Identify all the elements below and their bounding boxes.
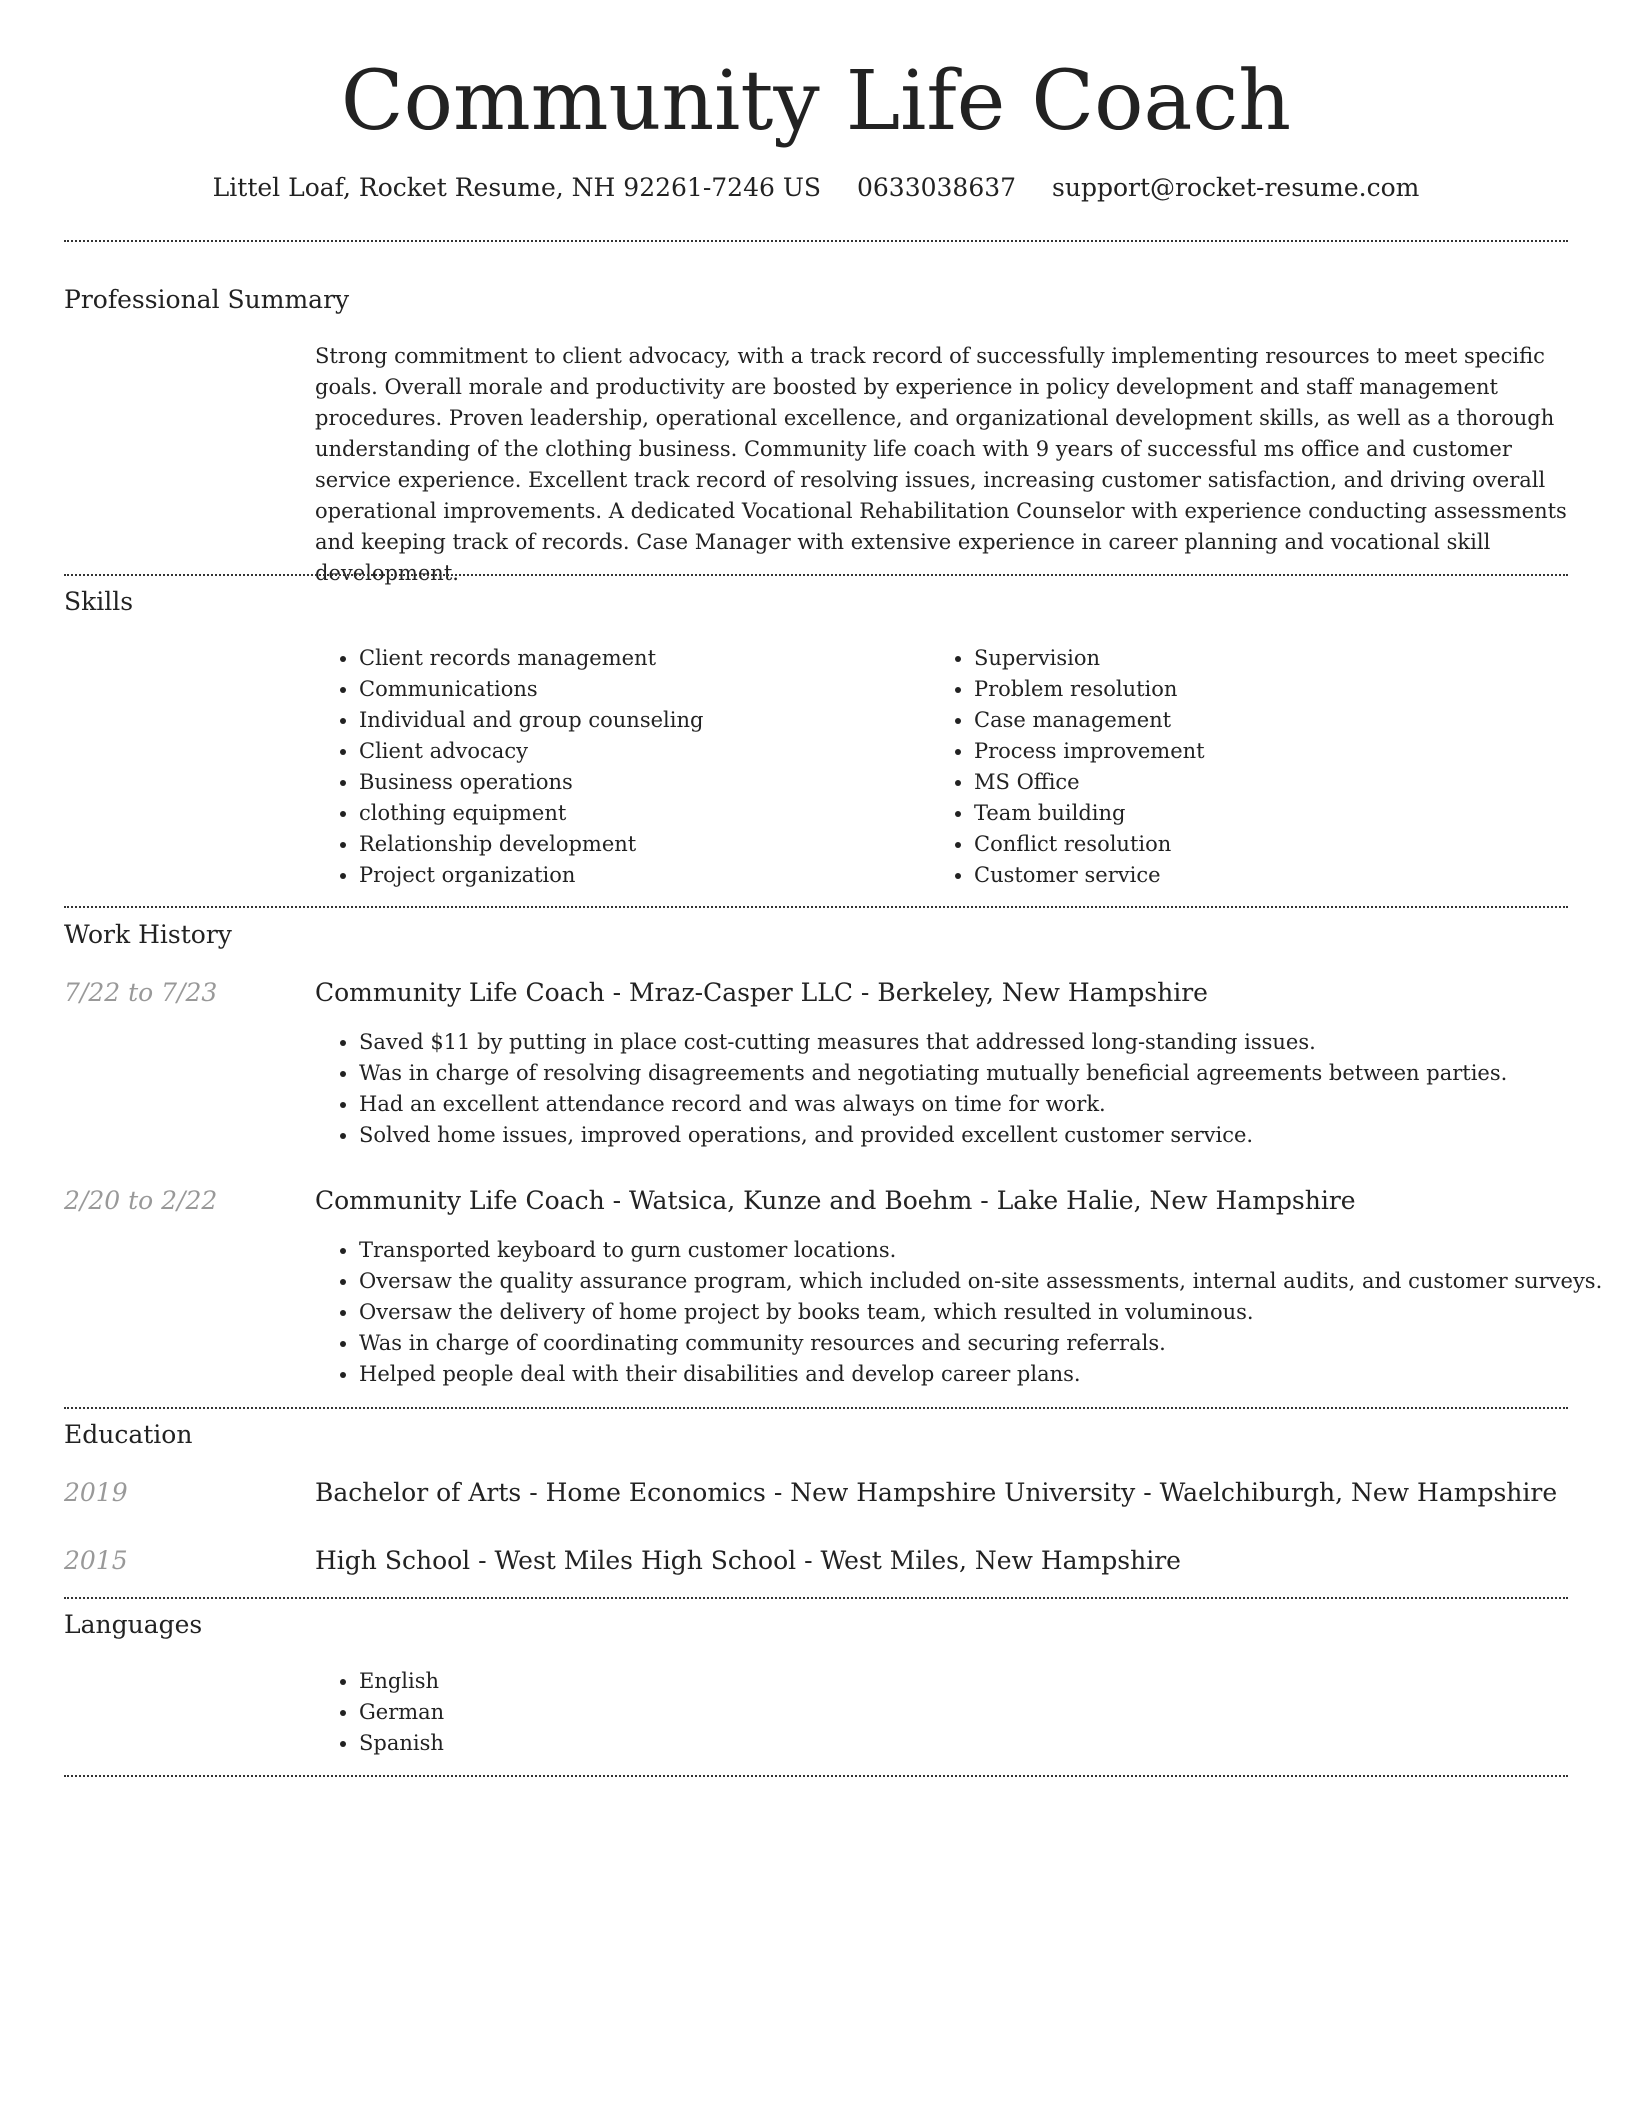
contact-line — [64, 170, 1568, 206]
section-divider — [64, 906, 1568, 908]
skill-item: • Client records management — [359, 643, 703, 674]
skill-item: • Process improvement — [974, 736, 1205, 767]
skills-list-left — [315, 643, 703, 891]
job-bullet: • Was in charge of resolving disagreements and negotiating mutually beneficial agreements between parties. — [359, 1058, 1568, 1089]
languages-block — [315, 1666, 1568, 1759]
job-bullet: • Transported keyboard to gurn customer locations. — [359, 1235, 1568, 1266]
education-heading: High School - West Miles High School - West Miles, New Hampshire — [315, 1546, 1181, 1575]
job-heading: Community Life Coach - Mraz-Casper LLC - Berkeley, New Hampshire — [315, 978, 1208, 1007]
job-bullet: • Solved home issues, improved operations, and provided excellent customer service. — [359, 1120, 1568, 1151]
job-heading: Community Life Coach - Watsica, Kunze and Boehm - Lake Halie, New Hampshire — [315, 1186, 1356, 1215]
skills-block — [315, 643, 1568, 893]
education-year: 2015 — [64, 1546, 128, 1575]
language-item: • German — [359, 1697, 1568, 1728]
contact-address: Littel Loaf, Rocket Resume, NH 92261-7246 US — [212, 173, 822, 202]
education-year: 2019 — [64, 1478, 128, 1507]
skill-item: • Problem resolution — [974, 674, 1205, 705]
section-divider — [64, 1597, 1568, 1599]
job-dates: 2/20 to 2/22 — [64, 1186, 218, 1215]
skill-item: • Client advocacy — [359, 736, 703, 767]
resume-name-title: Community Life Coach — [340, 54, 1292, 149]
skill-item: • Team building — [974, 798, 1205, 829]
section-title-work-history: Work History — [64, 920, 232, 949]
skill-item: • Customer service — [974, 860, 1205, 891]
skill-item: • Communications — [359, 674, 703, 705]
job-bullet: • Oversaw the quality assurance program, which included on-site assessments, internal audits, and customer surveys. — [359, 1266, 1568, 1297]
section-title-education: Education — [64, 1420, 193, 1449]
skills-list-right — [930, 643, 1205, 891]
skill-item: • Individual and group counseling — [359, 705, 703, 736]
contact-email: support@rocket-resume.com — [1052, 173, 1420, 202]
languages-list — [315, 1666, 1568, 1759]
job-bullet-list — [315, 1027, 1568, 1151]
job-bullets-block — [315, 1235, 1603, 1390]
section-title-skills: Skills — [64, 587, 134, 616]
summary-block — [315, 341, 1568, 589]
summary-text: Strong commitment to client advocacy, with a track record of successfully implementing resources to meet specific goals. Overall morale and productivity are boosted by experience in policy development and staff management procedures. Proven leadership, operational excellence, and organizational development skills, as well as a thorough understanding of the clothing business. Community life coach with 9 years of successful ms office and customer service experience. Excellent track record of resolving issues, increasing customer satisfaction, and driving overall operational improvements. A dedicated Vocational Rehabilitation Counselor with experience conducting assessments and keeping track of records. Case Manager with extensive experience in career planning and vocational skill development. — [315, 344, 1567, 585]
section-divider — [64, 574, 1568, 576]
job-bullet: • Oversaw the delivery of home project by books team, which resulted in voluminous. — [359, 1297, 1568, 1328]
skill-item: • Business operations — [359, 767, 703, 798]
job-bullet: • Had an excellent attendance record and was always on time for work. — [359, 1089, 1568, 1120]
education-heading: Bachelor of Arts - Home Economics - New Hampshire University - Waelchiburgh, New Hampshire — [315, 1478, 1558, 1507]
skill-item: • Relationship development — [359, 829, 703, 860]
job-bullets-block — [315, 1027, 1568, 1151]
job-dates: 7/22 to 7/23 — [64, 978, 218, 1007]
skill-item: • Supervision — [974, 643, 1205, 674]
skill-item: • Conflict resolution — [974, 829, 1205, 860]
skill-item: • Project organization — [359, 860, 703, 891]
skill-item: • MS Office — [974, 767, 1205, 798]
language-item: • Spanish — [359, 1728, 1568, 1759]
language-item: • English — [359, 1666, 1568, 1697]
job-bullet: • Helped people deal with their disabilities and develop career plans. — [359, 1359, 1568, 1390]
contact-phone: 0633038637 — [857, 173, 1017, 202]
skill-item: • Case management — [974, 705, 1205, 736]
job-bullet-list — [315, 1235, 1603, 1390]
skill-item: • clothing equipment — [359, 798, 703, 829]
section-divider — [64, 1775, 1568, 1777]
job-bullet: • Was in charge of coordinating community resources and securing referrals. — [359, 1328, 1568, 1359]
section-divider — [64, 1407, 1568, 1409]
section-title-summary: Professional Summary — [64, 285, 350, 314]
section-divider — [64, 240, 1568, 242]
job-bullet: • Saved $11 by putting in place cost-cutting measures that addressed long-standing issues. — [359, 1027, 1568, 1058]
section-title-languages: Languages — [64, 1610, 203, 1639]
